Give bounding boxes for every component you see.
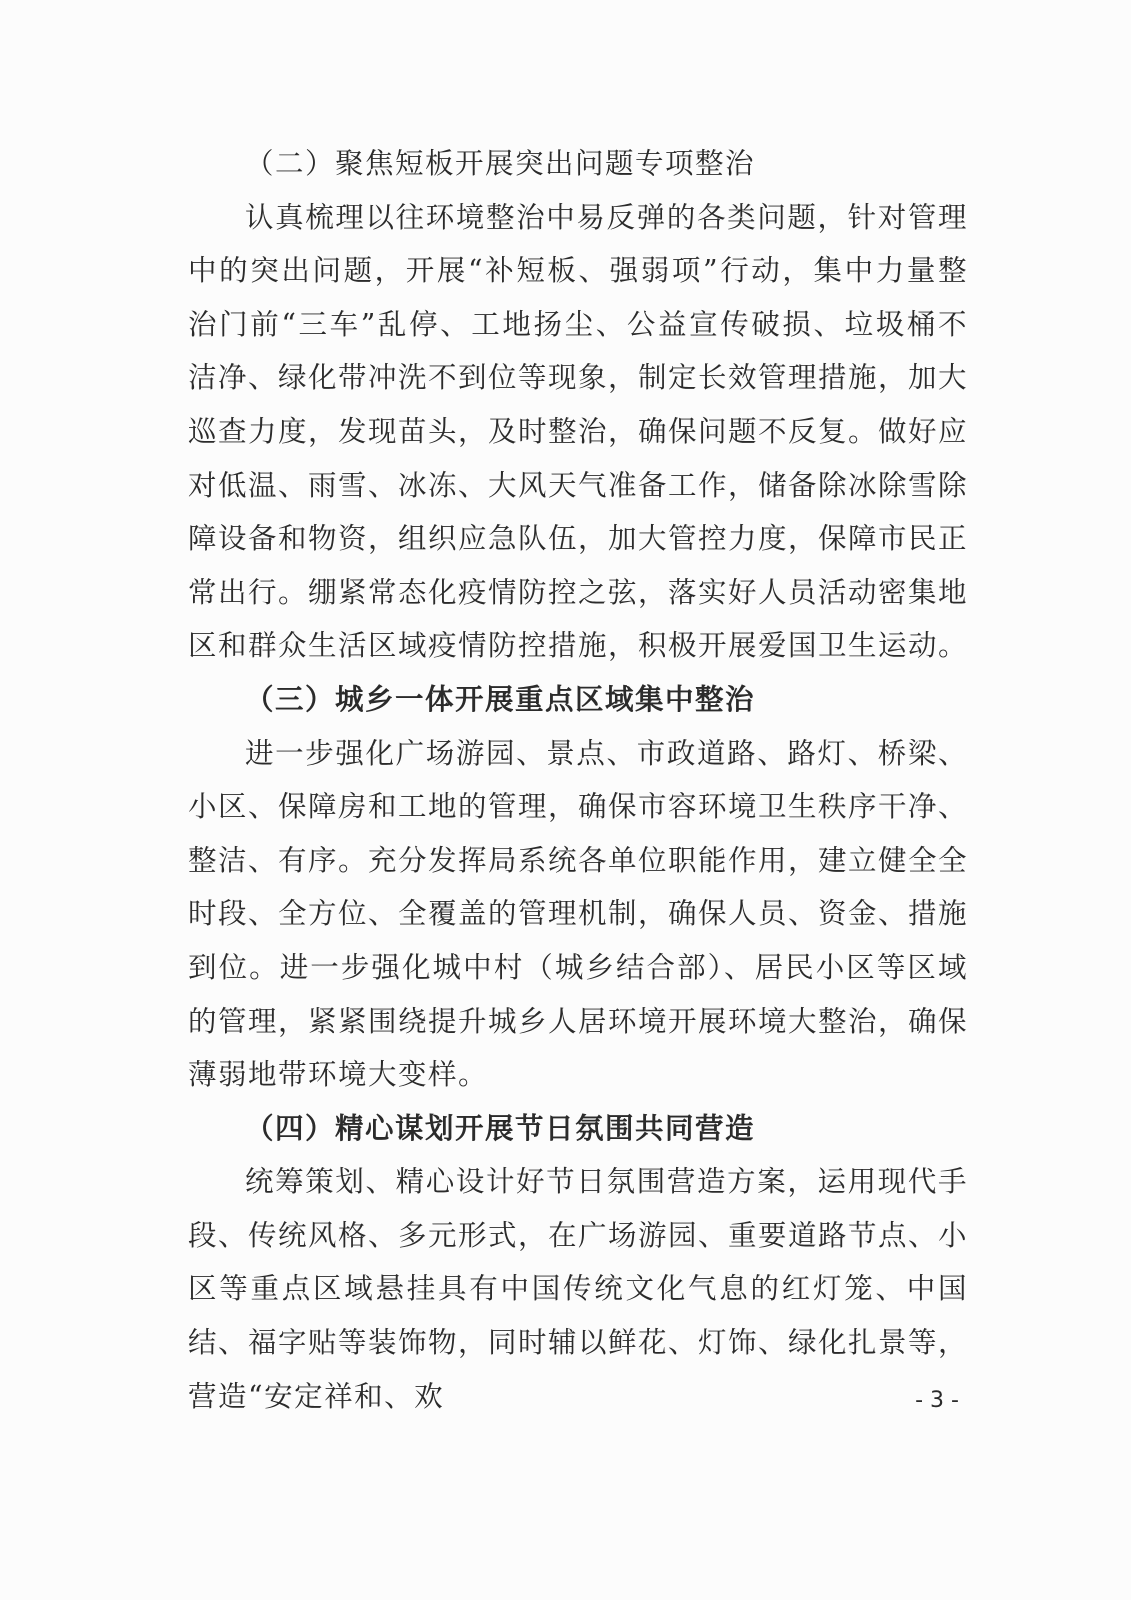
section-4-paragraph: 统筹策划、精心设计好节日氛围营造方案，运用现代手段、传统风格、多元形式，在广场游园、重要道路节点、小区等重点区域悬挂具有中国传统文化气息的红灯笼、中国结、福字贴等装饰物，同时辅以鲜花、灯饰、绿化扎景等，营造“安定祥和、欢: [188, 1165, 969, 1413]
document-body: [188, 137, 968, 1423]
section-4-heading: （四）精心谋划开展节日氛围共同营造: [245, 1110, 756, 1145]
section-2-paragraph: 认真梳理以往环境整治中易反弹的各类问题，针对管理中的突出问题，开展“补短板、强弱项”行动，集中力量整治门前“三车”乱停、工地扬尘、公益宣传破损、垃圾桶不洁净、绿化带冲洗不到位等现象，制定长效管理措施，加大巡查力度，发现苗头，及时整治，确保问题不反复。做好应对低温、雨雪、冰冻、大风天气准备工作，储备除冰除雪除障设备和物资，组织应急队伍，加大管控力度，保障市民正常出行。绷紧常态化疫情防控之弦，落实好人员活动密集地区和群众生活区域疫情防控措施，积极开展爱国卫生运动。: [188, 200, 969, 663]
section-3-heading: （三）城乡一体开展重点区域集中整治: [245, 681, 756, 716]
section-3-paragraph: 进一步强化广场游园、景点、市政道路、路灯、桥梁、小区、保障房和工地的管理，确保市容环境卫生秩序干净、整洁、有序。充分发挥局系统各单位职能作用，建立健全全时段、全方位、全覆盖的管理机制，确保人员、资金、措施到位。进一步强化城中村（城乡结合部）、居民小区等区域的管理，紧紧围绕提升城乡人居环境开展环境大整治，确保薄弱地带环境大变样。: [188, 736, 969, 1092]
page-number: - 3 -: [915, 1388, 959, 1413]
section-2-heading: （二）聚焦短板开展突出问题专项整治: [245, 147, 756, 180]
